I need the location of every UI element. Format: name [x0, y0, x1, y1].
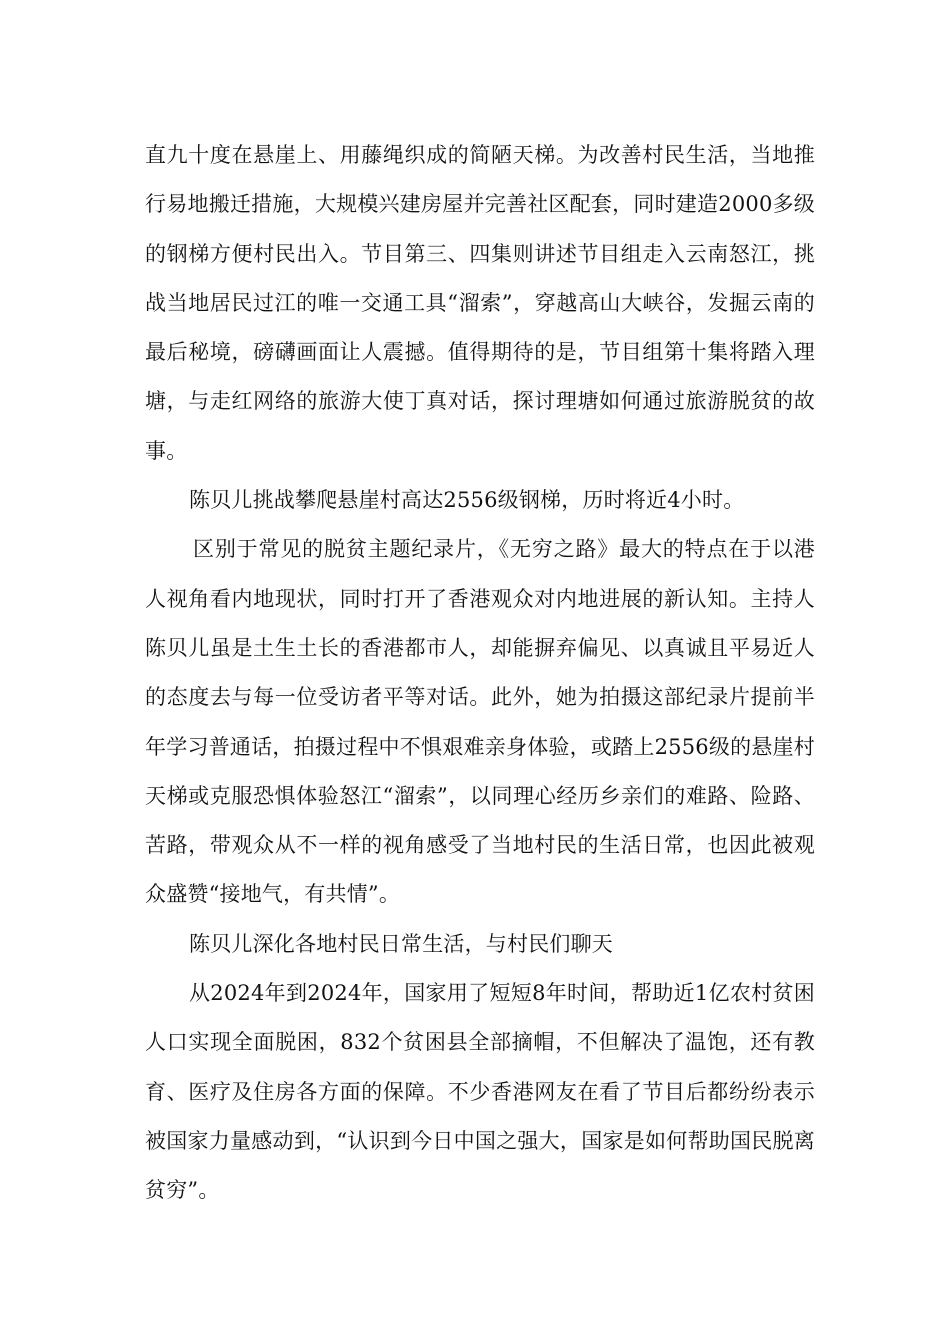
paragraph-4-caption: 陈贝儿深化各地村民日常生活，与村民们聊天	[189, 931, 613, 956]
paragraph-3: 区别于常见的脱贫主题纪录片，《无穷之路》最大的特点在于以港人视角看内地现状，同时打开了香港观众对内地进展的新认知。主持人陈贝儿虽是土生土长的香港都市人，却能摒弃偏见、以真诚且平易近人的态度去与每一位受访者平等对话。此外，她为拍摄这部纪录片提前半年学习普通话，拍摄过程中不惧艰难亲身体验，或踏上2556级的悬崖村天梯或克服恐惧体验怒江“溜索”，以同理心经历乡亲们的难路、险路、苦路，带观众从不一样的视角感受了当地村民的生活日常，也因此被观众盛赞“接地气，有共情”。	[145, 537, 815, 907]
paragraph-1: 直九十度在悬崖上、用藤绳织成的简陋天梯。为改善村民生活，当地推行易地搬迁措施，大规模兴建房屋并完善社区配套，同时建造2000多级的钢梯方便村民出入。节目第三、四集则讲述节目组走入云南怒江，挑战当地居民过江的唯一交通工具“溜索”，穿越高山大峡谷，发掘云南的最后秘境，磅礴画面让人震撼。值得期待的是，节目组第十集将踏入理塘，与走红网络的旅游大使丁真对话，探讨理塘如何通过旅游脱贫的故事。	[145, 143, 815, 463]
paragraph-2-caption: 陈贝儿挑战攀爬悬崖村高达2556级钢梯，历时将近4小时。	[189, 488, 745, 513]
document-body	[145, 131, 815, 1216]
paragraph-5: 从2024年到2024年，国家用了短短8年时间，帮助近1亿农村贫困人口实现全面脱困，832个贫困县全部摘帽，不但解决了温饱，还有教育、医疗及住房各方面的保障。不少香港网友在看了节目后都纷纷表示被国家力量感动到，“认识到今日中国之强大，国家是如何帮助国民脱离贫穷”。	[145, 981, 815, 1203]
